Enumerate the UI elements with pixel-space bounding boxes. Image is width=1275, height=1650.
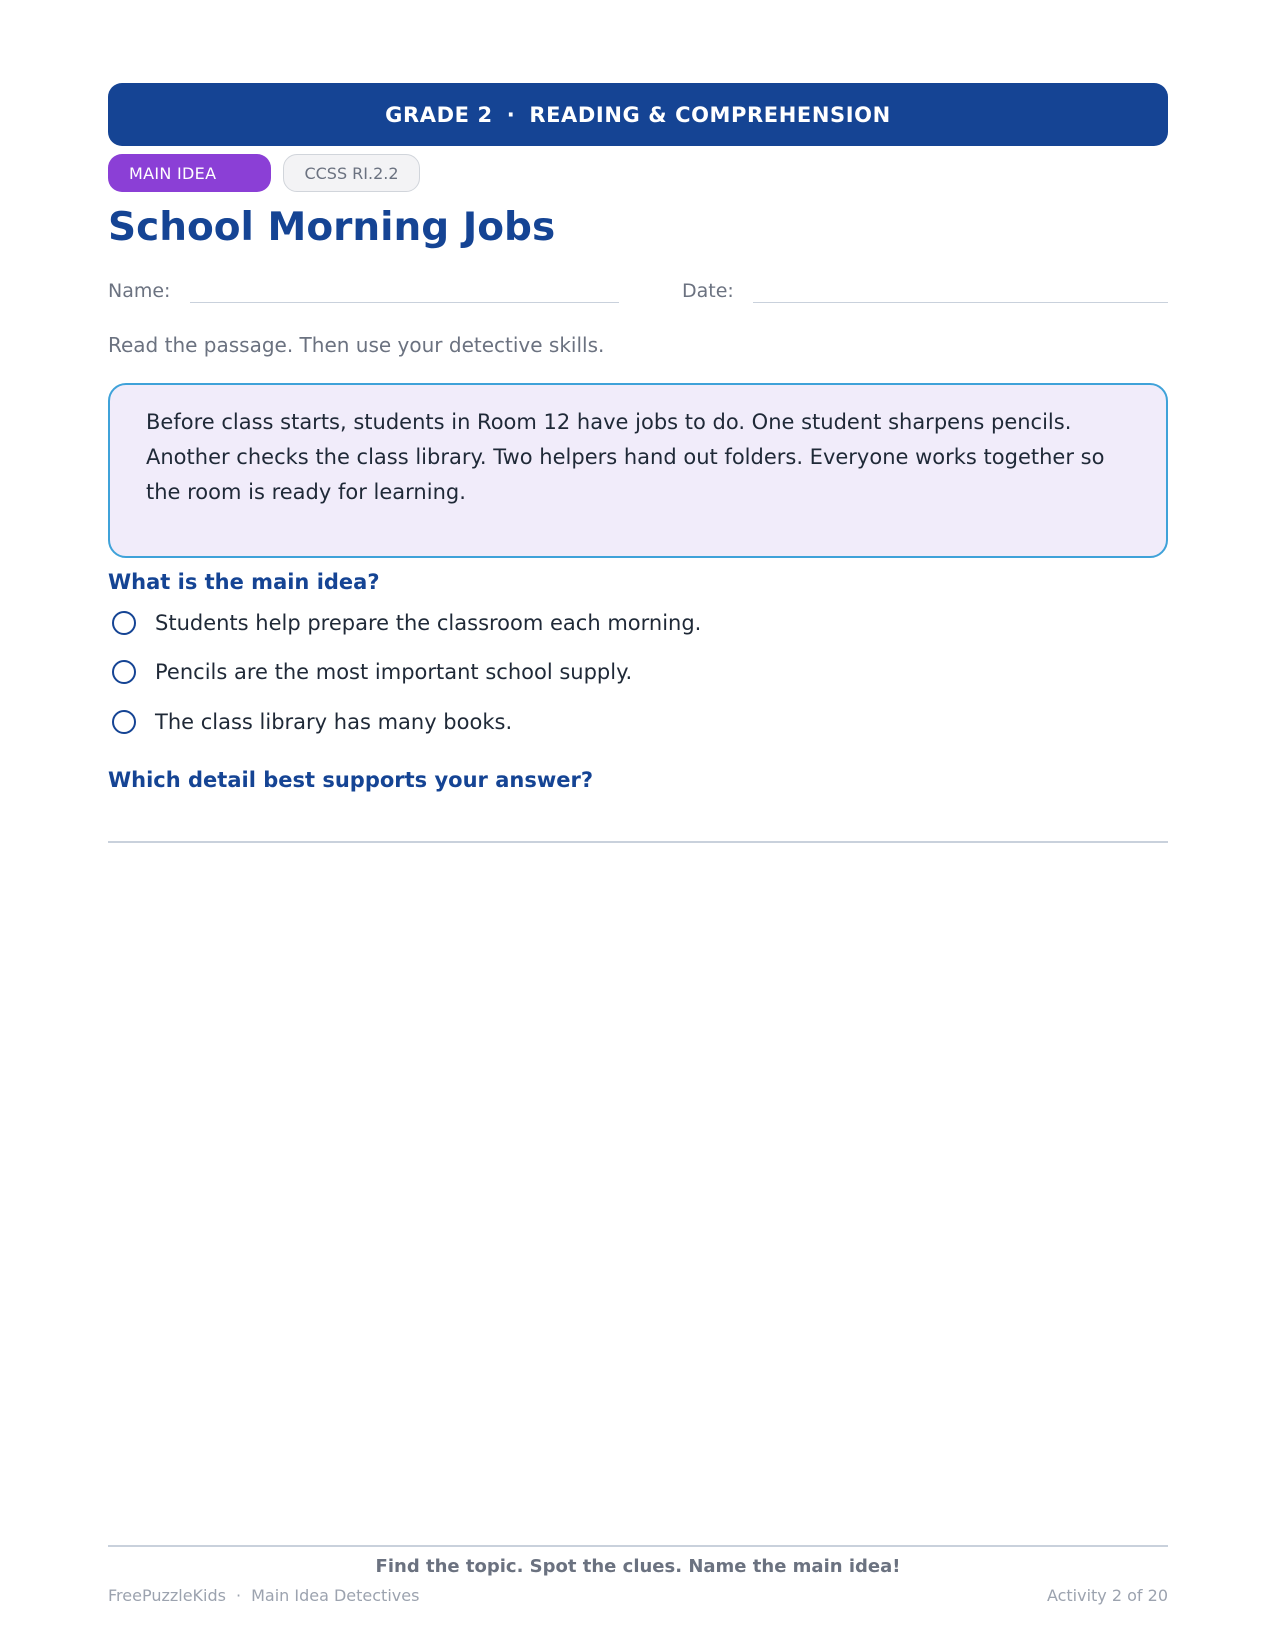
standard-tag: CCSS RI.2.2 — [283, 154, 420, 192]
answer-option-3[interactable] — [112, 710, 512, 734]
question-main-idea: What is the main idea? — [108, 570, 380, 594]
date-field[interactable] — [753, 302, 1168, 303]
worksheet-title: School Morning Jobs — [108, 205, 556, 250]
series-name: Main Idea Detectives — [251, 1586, 420, 1605]
subject-label: READING & COMPREHENSION — [529, 102, 891, 127]
passage-text: Before class starts, students in Room 12 have jobs to do. One student sharpens pencils. Another checks the class library. Two helpers hand out folders. Everyone works together so the room is ready for learning. — [146, 410, 1105, 504]
footer-separator: · — [235, 1586, 242, 1605]
grade-label: GRADE 2 — [385, 102, 493, 127]
question-supporting-detail: Which detail best supports your answer? — [108, 768, 594, 792]
brand-name: FreePuzzleKids — [108, 1586, 226, 1605]
date-label: Date: — [682, 280, 734, 302]
radio-circle-icon[interactable] — [112, 660, 136, 684]
activity-counter: Activity 2 of 20 — [1046, 1586, 1168, 1605]
radio-circle-icon[interactable] — [112, 710, 136, 734]
answer-option-1[interactable] — [112, 611, 701, 635]
footer-brand — [108, 1586, 419, 1605]
tag-row — [108, 154, 420, 192]
instructions-text: Read the passage. Then use your detective skills. — [108, 333, 605, 357]
banner-separator: · — [506, 102, 516, 127]
grade-subject-banner — [108, 83, 1168, 146]
answer-option-2[interactable] — [112, 660, 632, 684]
answer-option-label: The class library has many books. — [155, 710, 513, 734]
name-label: Name: — [108, 280, 171, 302]
footer-tagline: Find the topic. Spot the clues. Name the main idea! — [375, 1556, 901, 1577]
answer-write-line[interactable] — [108, 841, 1168, 843]
answer-option-label: Pencils are the most important school supply. — [155, 660, 633, 684]
footer-divider — [108, 1545, 1168, 1547]
skill-tag: MAIN IDEA — [108, 154, 271, 192]
name-field[interactable] — [190, 302, 619, 303]
radio-circle-icon[interactable] — [112, 611, 136, 635]
reading-passage — [108, 383, 1168, 558]
answer-option-label: Students help prepare the classroom each morning. — [155, 611, 702, 635]
